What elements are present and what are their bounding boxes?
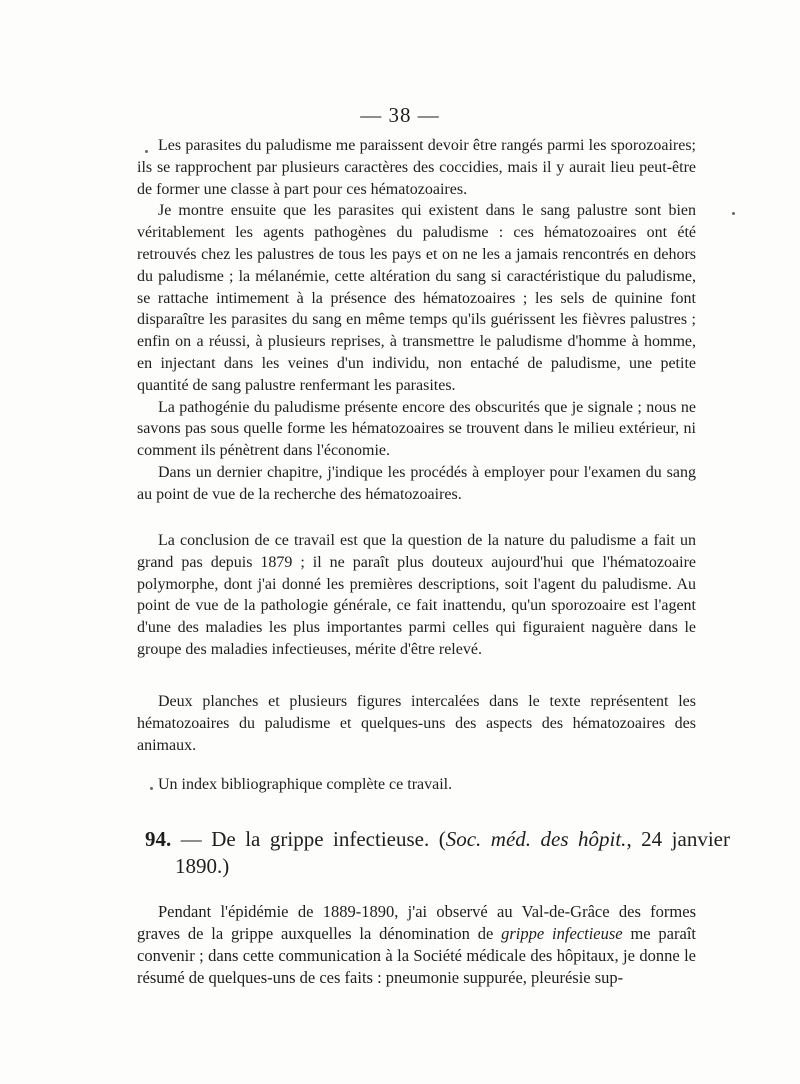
entry-source: Soc. méd. des hôpit. [445, 827, 627, 851]
entry-text-part-1: Pendant l'épidémie de 1889-1890, j'ai observé au Val-de-Grâce des formes graves de la grippe auxquelles la dénomination de [137, 902, 696, 943]
conclusion-block [137, 530, 696, 661]
paragraph: Je montre ensuite que les parasites qui existent dans le sang palustre sont bien véritablement les agents pathogènes du paludisme : ces hématozoaires ont été retrouvés chez les palustres de tous les pays et on ne les a jamais rencontrés en dehors du paludisme ; la mélanémie, cette altération du sang si caractéristique du paludisme, se rattache intimement à la présence des hématozoaires ; les sels de quinine font disparaître les parasites du sang en même temps qu'ils guérissent les fièvres palustres ; enfin on a réussi, à plusieurs reprises, à transmettre le paludisme d'homme à homme, en injectant dans les veines d'un individu, non entaché de paludisme, une petite quantité de sang palustre renfermant les parasites. [137, 202, 696, 394]
paragraph [137, 901, 696, 989]
page-number: — 38 — [360, 103, 440, 127]
entry-title: — De la grippe infectieuse. ( [180, 827, 446, 851]
margin-speck [150, 787, 153, 790]
body-text-block [137, 135, 696, 506]
index-block [137, 774, 696, 796]
entry-heading [145, 826, 730, 880]
entry-number: 94. [145, 827, 172, 851]
entry-text-part-2: me paraît convenir ; dans cette communication à la Société médicale des hôpitaux, je donne le résumé de quelques-uns de ces faits : pneumonie suppurée, pleurésie sup- [137, 924, 696, 987]
entry-text-emphasis: grippe infectieuse [501, 924, 623, 943]
plates-block [137, 691, 696, 756]
paragraph: La conclusion de ce travail est que la question de la nature du paludisme a fait un grand pas depuis 1879 ; il ne paraît plus douteux aujourd'hui que l'hématozoaire polymorphe, dont j'ai donné les premières descriptions, soit l'agent du paludisme. Au point de vue de la pathologie générale, ce fait inattendu, qu'un sporozoaire est l'agent d'une des maladies les plus importantes parmi celles qui figuraient naguère dans le groupe des maladies infectieuses, mérite d'être relevé. [137, 532, 696, 658]
paragraph: La pathogénie du paludisme présente encore des obscurités que je signale ; nous ne savons pas sous quelle forme les hématozoaires se trouvent dans le milieu extérieur, ni comment ils pénètrent dans l'économie. [137, 398, 696, 460]
paragraph: Deux planches et plusieurs figures intercalées dans le texte représentent les hématozoaires du paludisme et quelques-uns des aspects des hématozoaires des animaux. [137, 693, 696, 754]
entry-text-block [137, 901, 696, 989]
margin-speck [732, 212, 735, 215]
paragraph: Dans un dernier chapitre, j'indique les procédés à employer pour l'examen du sang au point de vue de la recherche des hématozoaires. [137, 463, 696, 503]
margin-speck [145, 150, 148, 153]
paragraph: Un index bibliographique complète ce travail. [158, 776, 453, 793]
entry-date: , 24 janvier 1890.) [175, 827, 730, 878]
paragraph: Les parasites du paludisme me paraissent devoir être rangés parmi les sporozoaires; ils se rapprochent par plusieurs caractères des coccidies, mais il y aurait lieu peut-être de former une classe à part pour ces hématozoaires. [137, 137, 696, 198]
